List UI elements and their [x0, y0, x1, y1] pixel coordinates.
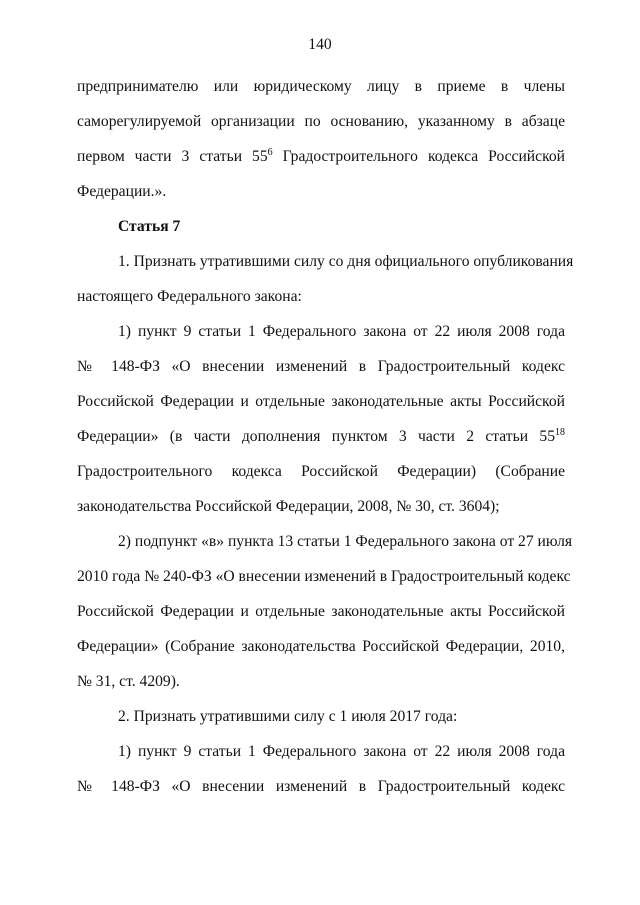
text-line: 1) пункт 9 статьи 1 Федерального закона от 22 июля 2008 года	[118, 743, 565, 760]
text-line: предпринимателю или юридическому лицу в приеме в члены	[77, 78, 565, 95]
text-line: 2010 года № 240-ФЗ «О внесении изменений в Градостроительный кодекс	[77, 568, 571, 585]
text-line: № 148-ФЗ «О внесении изменений в Градостроительный кодекс	[77, 358, 565, 375]
text-line: 1) пункт 9 статьи 1 Федерального закона от 22 июля 2008 года	[118, 323, 565, 340]
text-span: Федерации» (в части дополнения пунктом 3 части 2 статьи 55	[77, 428, 555, 445]
text-line: Федерации» (Собрание законодательства Российской Федерации, 2010,	[77, 638, 565, 655]
text-line	[77, 147, 565, 167]
text-line: Российской Федерации и отдельные законодательные акты Российской	[77, 603, 565, 620]
text-line: законодательства Российской Федерации, 2008, № 30, ст. 3604);	[77, 498, 500, 515]
text-line: настоящего Федерального закона:	[77, 288, 302, 305]
article-heading: Статья 7	[118, 218, 181, 235]
superscript: 6	[267, 147, 273, 158]
text-line: Федерации.».	[77, 183, 167, 200]
text-line: Российской Федерации и отдельные законодательные акты Российской	[77, 393, 565, 410]
text-span: Градостроительного кодекса Российской	[272, 148, 566, 165]
text-line: № 148-ФЗ «О внесении изменений в Градостроительный кодекс	[77, 778, 565, 795]
superscript: 18	[555, 427, 565, 438]
text-line: 2) подпункт «в» пункта 13 статьи 1 Федерального закона от 27 июля	[118, 533, 573, 550]
text-line: Градостроительного кодекса Российской Федерации) (Собрание	[77, 463, 565, 480]
text-line: саморегулируемой организации по основанию, указанному в абзаце	[77, 113, 565, 130]
text-line: 2. Признать утратившими силу с 1 июля 2017 года:	[118, 708, 458, 725]
text-line: № 31, ст. 4209).	[77, 673, 180, 690]
text-line: 1. Признать утратившими силу со дня официального опубликования	[118, 253, 574, 270]
page-number: 140	[308, 36, 332, 53]
text-span: первом части 3 статьи 55	[77, 148, 268, 165]
text-line	[77, 427, 565, 447]
